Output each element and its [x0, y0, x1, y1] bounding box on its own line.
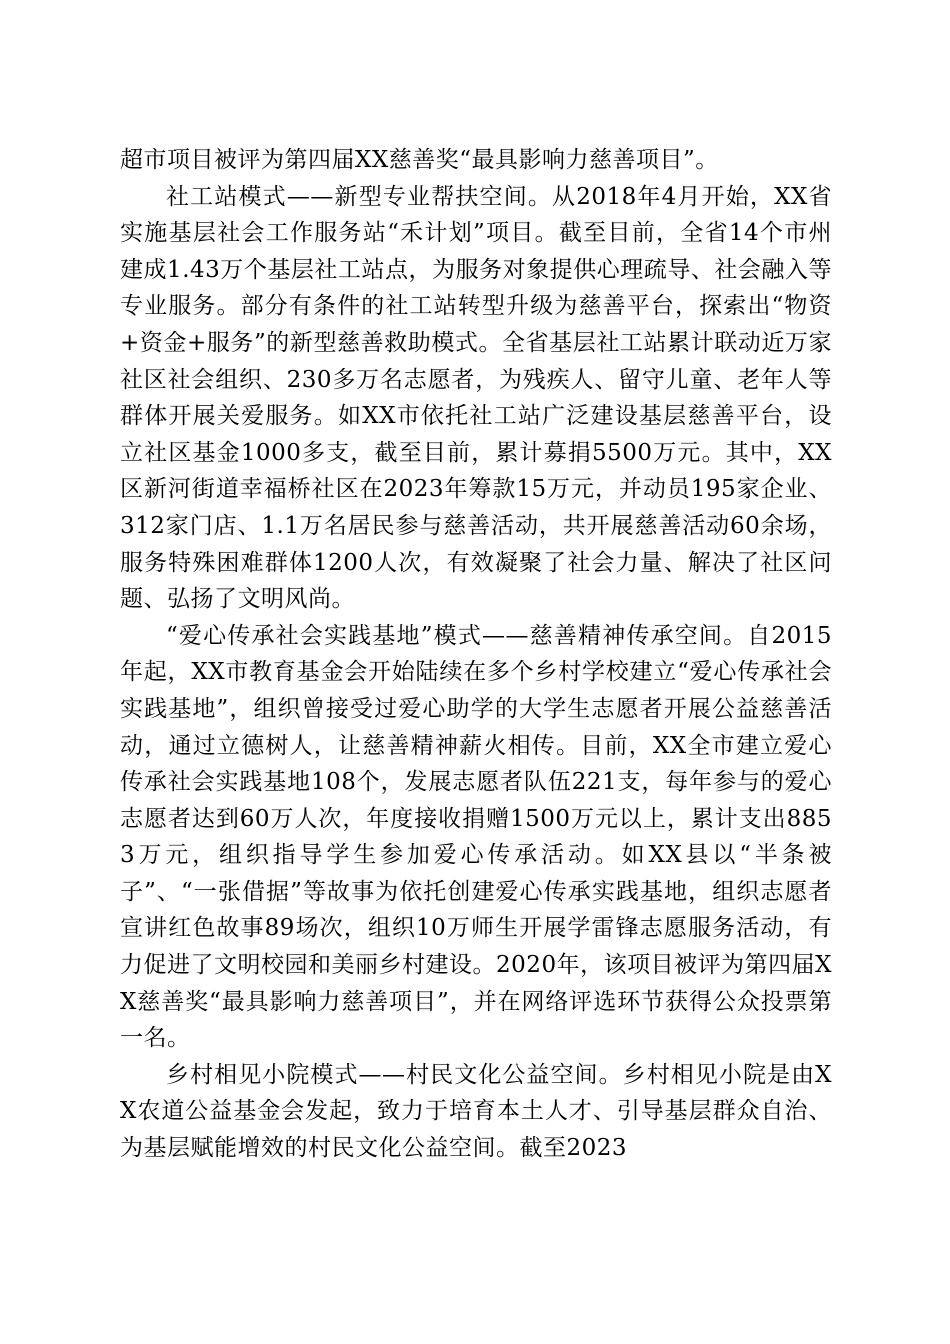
- paragraph-continuation: 超市项目被评为第四届XX慈善奖“最具影响力慈善项目”。: [120, 147, 719, 173]
- paragraph-village-courtyard: 乡村相见小院模式——村民文化公益空间。乡村相见小院是由XX农道公益基金会发起，致力于培育本土人才、引导基层群众自治、为基层赋能增效的村民文化公益空间。截至2023: [120, 1061, 832, 1162]
- paragraph-love-inheritance-base: “爱心传承社会实践基地”模式——慈善精神传承空间。自2015年起，XX市教育基金会开始陆续在多个乡村学校建立“爱心传承社会实践基地”，组织曾接受过爱心助学的大学生志愿者开展公益慈善活动，通过立德树人，让慈善精神薪火相传。目前，XX全市建立爱心传承社会实践基地108个，发展志愿者队伍221支，每年参与的爱心志愿者达到60万人次，年度接收捐赠1500万元以上，累计支出8853万元，组织指导学生参加爱心传承活动。如XX县以“半条被子”、“一张借据”等故事为依托创建爱心传承实践基地，组织志愿者宣讲红色故事89场次，组织10万师生开展学雷锋志愿服务活动，有力促进了文明校园和美丽乡村建设。2020年，该项目被评为第四届XX慈善奖“最具影响力慈善项目”，并在网络评选环节获得公众投票第一名。: [120, 622, 832, 1052]
- body-text: [120, 142, 832, 1167]
- paragraph-social-work-station: 社工站模式——新型专业帮扶空间。从2018年4月开始，XX省实施基层社会工作服务站“禾计划”项目。截至目前，全省14个市州建成1.43万个基层社工站点，为服务对象提供心理疏导、社会融入等专业服务。部分有条件的社工站转型升级为慈善平台，探索出“物资+资金+服务”的新型慈善救助模式。全省基层社工站累计联动近万家社区社会组织、230多万名志愿者，为残疾人、留守儿童、老年人等群体开展关爱服务。如XX市依托社工站广泛建设基层慈善平台，设立社区基金1000多支，截至目前，累计募捐5500万元。其中，XX区新河街道幸福桥社区在2023年筹款15万元，并动员195家企业、312家门店、1.1万名居民参与慈善活动，共开展慈善活动60余场，服务特殊困难群体1200人次，有效凝聚了社会力量、解决了社区问题、弘扬了文明风尚。: [120, 183, 832, 613]
